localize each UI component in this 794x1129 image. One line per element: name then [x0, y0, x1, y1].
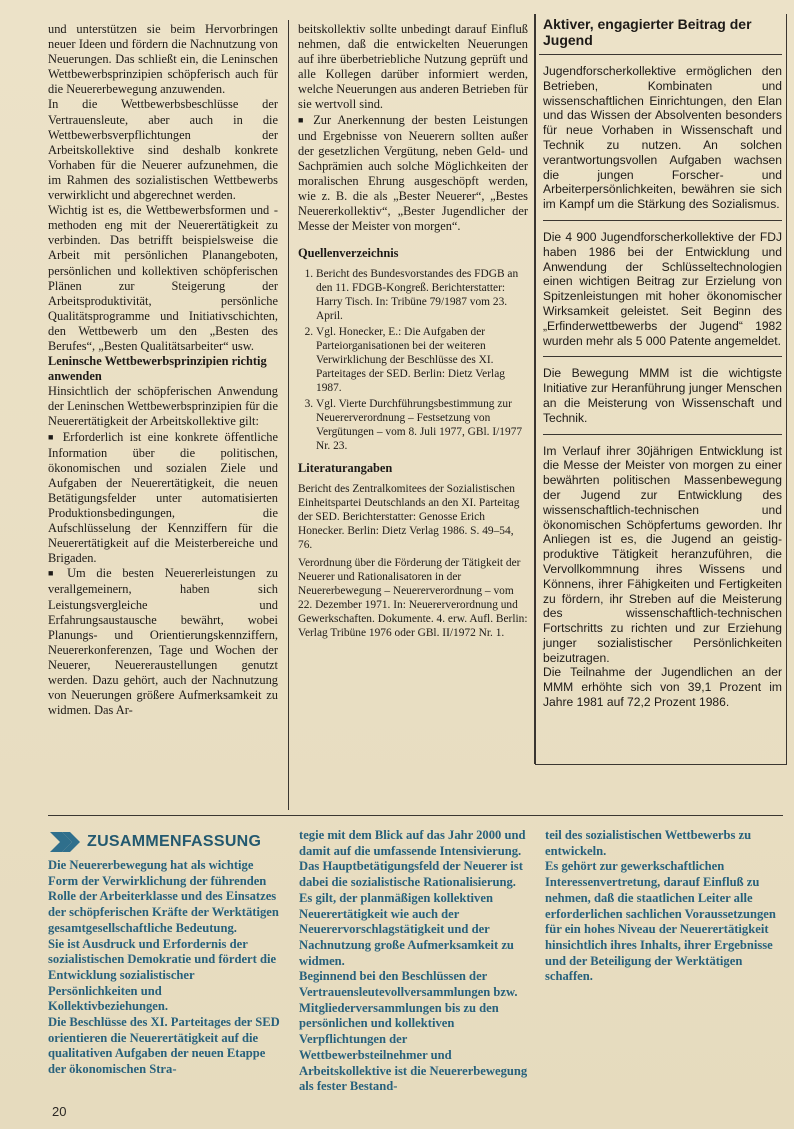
box-paragraph: Die Bewegung MMM ist die wichtigste Initiative zur Heranführung junger Menschen an die Meisterung von Wissenschaft und Technik.: [543, 366, 782, 434]
bullet-paragraph: [298, 113, 528, 235]
summary-paragraph: Beginnend bei den Beschlüssen der Vertrauensleutevollversammlungen bzw. Mitgliederversammlungen bis zu den persönlichen und kollektiven Verpflichtungen der Wettbewerbsteilnehmer und Arbeitskollektive ist die Neuererbewegung als fester Bestand-: [299, 969, 528, 1094]
box-title: Aktiver, engagierter Beitrag der Jugend: [543, 16, 752, 48]
box-paragraph-text: Die Teilnahme der Jugendlichen an der MMM erhöhte sich von 39,1 Prozent im Jahre 1981 auf 72,2 Prozent 1986.: [543, 665, 782, 710]
summary-column-1: [48, 858, 280, 1078]
summary-paragraph: Es gehört zur gewerkschaftlichen Interessenvertretung, darauf Einfluß zu nehmen, daß die staatlichen Leiter alle erforderlichen sachlichen Voraussetzungen für ein hohes Niveau der Neuerertätigkeit hinsichtlich ihres Inhalts, ihrer Ergebnisse und der Beteiligung der Werktätigen schaffen.: [545, 859, 776, 984]
bullet-paragraph: [48, 566, 278, 718]
paragraph: Hinsichtlich der schöpferischen Anwendung der Leninschen Wettbewerbsprinzipien für die Neuerertätigkeit der Arbeitskollektive gilt:: [48, 384, 278, 429]
summary-paragraph: Die Beschlüsse des XI. Parteitages der SED orientieren die Neuerertätigkeit auf die qualitativen Aufgaben der neuen Etappe der ökonomischen Stra-: [48, 1015, 280, 1077]
column-divider: [288, 20, 289, 810]
sources-heading: Quellenverzeichnis: [298, 246, 399, 261]
summary-paragraph: Die Neuererbewegung hat als wichtige Form der Verwirklichung der führenden Rolle der Arbeiterklasse und des Einsatzes der schöpferischen Kräfte der Werktätigen gesamtgesellschaftliche Bedeutung.: [48, 858, 279, 935]
literature-heading: Literaturangaben: [298, 461, 393, 476]
page-number: 20: [52, 1104, 67, 1119]
literature-item: Bericht des Zentralkomitees der Sozialistischen Einheitspartei Deutschlands an den XI. Parteitag der SED. Berichterstatter: Genosse Erich Honecker. Berlin: Dietz Verlag 1986. S. 49–54, 76.: [298, 482, 520, 551]
summary-column-3: [545, 828, 781, 985]
bullet-text: Erforderlich ist eine konkrete öffentliche Information über die politischen, ökonomischen und sozialen Ziele und Aufgaben der Neuerertätigkeit, die neuen Betätigungsfelder unter automatisierten Produktionsbedingungen, die Aufschlüsselung der Kennziffern für die Neuerertätigkeit auf die Meisterbereiche und Brigaden.: [48, 429, 278, 566]
paragraph: Wichtig ist es, die Wettbewerbsformen und -methoden eng mit der Neuerertätigkeit zu verbinden. Das betrifft beispielsweise die Arbeit mit persönlichen Planangeboten, persönlichen und kollektiven schöpferischen Plänen zur Steigerung der Arbeitsproduktivität, persönliche Qualitätsprogramme und Initiativschichten, den Wettbewerb um den „Besten des Berufes“, „Besten Qualitätsarbeiter“ usw.: [48, 203, 278, 353]
box-paragraph: Die 4 900 Jugendforscherkollektive der FDJ haben 1986 bei der Entwicklung und Anwendung der Schlüsseltechnologien einen wichtigen Beitrag zur Erzielung von Spitzenleistungen mit hoher ökonomischer Wirksamkeit geleistet. Seit Beginn des „Erfinderwettbewerbs der Jugend“ 1982 wurden mehr als 5 000 Patente angemeldet.: [543, 230, 782, 357]
bullet-paragraph: [48, 430, 278, 567]
summary-column-2: [299, 828, 532, 1095]
summary-title: ZUSAMMENFASSUNG: [87, 833, 262, 850]
box-divider: [539, 54, 782, 55]
literature-item: Verordnung über die Förderung der Tätigkeit der Neuerer und Rationalisatoren in der Neuererbewegung – Neuererverordnung – vom 22. Dezember 1971. In: Neuererverordnung und Gewerkschaften. Dokumente. 4. erw. Aufl. Berlin: Verlag Tribüne 1976 oder GBl. II/1972 Nr. 1.: [298, 556, 528, 639]
paragraph: In die Wettbewerbsbeschlüsse der Vertrauensleute, aber auch in die Wettbewerbsverpflichtungen der Arbeitskollektive sind deshalb konkrete Vorhaben für die Neuerer aufzunehmen, die im Rahmen des sozialistischen Wettbewerbs verwirklicht und abgerechnet werden.: [48, 97, 278, 203]
source-item: 3. Vgl. Vierte Durchführungsbestimmung zur Neuererverordnung – Festsetzung von Vergütungen – vom 8. Juli 1977, GBl. I/1977 Nr. 23.: [316, 397, 528, 453]
paragraph: beitskollektiv sollte unbedingt darauf Einfluß nehmen, daß die entwickelten Neuerungen auf ihre überbetriebliche Nutzung geprüft und alle Kollegen darüber informiert werden, welche Neuerungen aus anderen Betrieben für sie wertvoll sind.: [298, 22, 528, 112]
paragraph: und unterstützen sie beim Hervorbringen neuer Ideen und fördern die Nachnutzung von Neuerungen. Das schließt ein, die Leninschen Wettbewerbsprinzipien schöpferisch auch für die Neuererbewegung anzuwenden.: [48, 22, 278, 97]
sources-list: [298, 267, 528, 453]
summary-header: [50, 830, 282, 854]
summary-divider: [48, 815, 783, 816]
source-item: 2. Vgl. Honecker, E.: Die Aufgaben der Parteiorganisationen bei der weiteren Verwirklichung der Beschlüsse des XI. Parteitages der SED. Berlin: Dietz Verlag 1987.: [316, 325, 528, 395]
bullet-text: Zur Anerkennung der besten Leistungen und Ergebnisse von Neuerern sollten außer der gesetzlichen Vergütung, neben Geld- und Sachprämien auch solche Möglichkeiten der moralischen Ehrung ausgeschöpft werden, wie z. B. die als „Bester Neuerer“, „Bestes Neuererkollektiv“, „Bester Jugendlicher der Messe der Meister von morgen“.: [298, 112, 528, 234]
source-item: 1. Bericht des Bundesvorstandes des FDGB an den 11. FDGB-Kongreß. Berichterstatter: Harry Tisch. In: Tribüne 79/1987 vom 23. April.: [316, 267, 528, 323]
bullet-text: Um die besten Neuererleistungen zu verallgemeinern, haben sich Leistungsvergleiche und Erfahrungsaustausche bewährt, wobei Planungs- und Orientierungskennziffern, Neuererkonferenzen, Tage und Wochen der Neuerer, Neuereraustellungen genutzt werden. Dazu gehört, auch der Nachnutzung von Neuerungen größere Aufmerksamkeit zu widmen. Das Ar-: [48, 566, 278, 718]
summary-paragraph: teil des sozialistischen Wettbewerbs zu entwickeln.: [545, 828, 752, 858]
summary-paragraph: Es gilt, der planmäßigen kollektiven Neuerertätigkeit wie auch der Neuerervorschlagstätigkeit und der Nachnutzung große Aufmerksamkeit zu widmen.: [299, 890, 514, 968]
column-2: [298, 22, 528, 644]
section-heading: Leninsche Wettbewerbsprinzipien richtig anwenden: [48, 354, 267, 384]
box-paragraph: Jugendforscherkollektive ermöglichen den Betrieben, Kombinaten und wissenschaftlichen Einrichtungen, den Elan und das Wissen der Absolventen besonders für neue Vorhaben in Wissenschaft und Technik zu nutzen. An solchen verantwortungsvollen Aufgaben wachsen die jungen Forscher- und Arbeiterpersönlichkeiten, bewähren sie sich im Kampf um die Stärkung des Sozialismus.: [543, 64, 782, 221]
youth-box: [539, 16, 782, 710]
box-paragraph: [543, 444, 782, 710]
column-1: [48, 22, 278, 718]
box-paragraph-text: Im Verlauf ihrer 30jährigen Entwicklung ist die Messe der Meister von morgen zu einer bewährten politischen Massenbewegung der Jugend zur Entwicklung des wissenschaftlich-technischen und ökonomischen Schöpfertums geworden. Ihr Anliegen ist es, die Jugend an geistig-produktive Tätigkeit heranzuführen, die Vervollkommnung ihres Wissens und Könnens, ihrer Fähigkeiten und Fertigkeiten zu fördern, ihr Streben auf die Meisterung des wissenschaftlich-technischen Fortschritts zu richten und zur Erziehung junger sozialistischer Persönlichkeiten beizutragen.: [543, 443, 782, 665]
summary-paragraph: tegie mit dem Blick auf das Jahr 2000 und damit auf die umfassende Intensivierung. Das Hauptbetätigungsfeld der Neuerer ist dabei die sozialistische Rationalisierung.: [299, 828, 526, 890]
summary-paragraph: Sie ist Ausdruck und Erfordernis der sozialistischen Demokratie und fördert die Entwicklung sozialistischer Persönlichkeiten und Kollektivbeziehungen.: [48, 936, 277, 1014]
double-arrow-icon: [50, 832, 82, 852]
